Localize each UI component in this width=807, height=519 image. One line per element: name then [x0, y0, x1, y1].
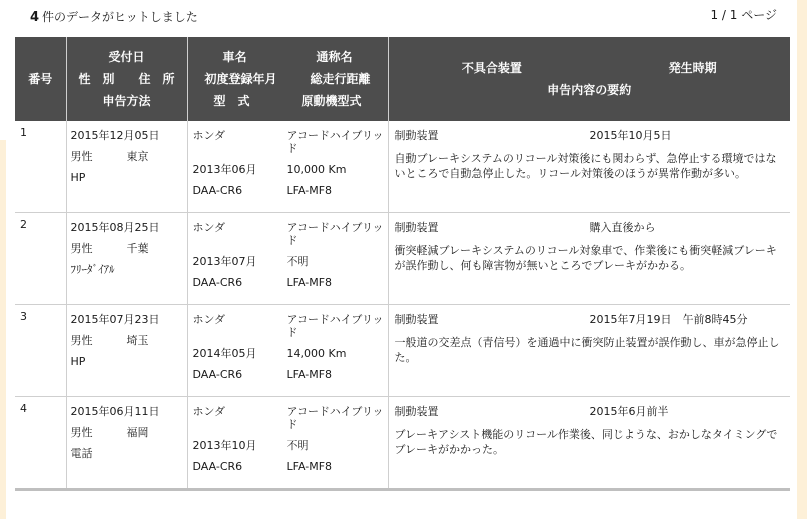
first-registration: 2014年05月 — [192, 347, 257, 360]
reporter-prefecture: 東京 — [126, 150, 149, 163]
report-summary: 一般道の交差点（青信号）を通過中に衝突防止装置が誤作動し、車が急停止した。 — [394, 336, 780, 364]
header-sex: 性 別 — [78, 72, 115, 86]
header-occurrence: 発生時期 — [668, 61, 717, 75]
mileage: 14,000 Km — [286, 347, 347, 360]
reporter-sex: 男性 — [70, 150, 93, 163]
received-date: 2015年07月23日 — [70, 313, 160, 326]
page-indicator: 1 / 1 ページ — [710, 8, 777, 22]
defect-device: 制動装置 — [394, 221, 439, 234]
header-summary: 申告内容の要約 — [547, 83, 632, 97]
row-number: 4 — [15, 397, 66, 490]
defect-device: 制動装置 — [394, 313, 439, 326]
row-number: 3 — [15, 305, 66, 397]
reporter-sex: 男性 — [70, 334, 93, 347]
defect-cell — [388, 305, 790, 397]
defect-cell — [388, 121, 790, 213]
reporter-cell — [66, 397, 187, 490]
header-received-date: 受付日 — [108, 50, 145, 64]
received-date: 2015年08月25日 — [70, 221, 160, 234]
engine-model: LFA-MF8 — [286, 276, 333, 289]
vehicle-cell — [187, 305, 388, 397]
first-registration: 2013年10月 — [192, 439, 257, 452]
first-registration: 2013年06月 — [192, 163, 257, 176]
reporter-prefecture: 福岡 — [126, 426, 149, 439]
first-registration: 2013年07月 — [192, 255, 257, 268]
vehicle-alias: アコードハイブリッド — [286, 129, 384, 155]
header-vehicle-name: 車名 — [222, 50, 247, 64]
defect-cell — [388, 397, 790, 490]
occurrence-time: 2015年10月5日 — [589, 129, 672, 142]
engine-model: LFA-MF8 — [286, 460, 333, 473]
reporter-sex: 男性 — [70, 426, 93, 439]
defect-device: 制動装置 — [394, 405, 439, 418]
vehicle-alias: アコードハイブリッド — [286, 313, 384, 339]
reporter-cell — [66, 121, 187, 213]
vehicle-alias: アコードハイブリッド — [286, 221, 384, 247]
report-method: HP — [70, 355, 86, 368]
received-date: 2015年12月05日 — [70, 129, 160, 142]
vehicle-alias: アコードハイブリッド — [286, 405, 384, 431]
header-number-label: 番号 — [28, 72, 53, 86]
row-number: 1 — [15, 121, 66, 213]
defect-device: 制動装置 — [394, 129, 439, 142]
mileage: 不明 — [286, 255, 309, 268]
header-engine-model: 原動機型式 — [301, 94, 362, 108]
right-page-margin — [797, 0, 807, 519]
report-summary: ブレーキアシスト機能のリコール作業後、同じような、おかしなタイミングでブレーキがかかった。 — [394, 428, 778, 456]
reporter-sex: 男性 — [70, 242, 93, 255]
header-first-registration: 初度登録年月 — [204, 72, 277, 86]
defect-cell — [388, 213, 790, 305]
table-row — [15, 397, 790, 490]
header-report-method: 申告方法 — [102, 94, 151, 108]
received-date: 2015年06月11日 — [70, 405, 160, 418]
header-alias: 通称名 — [316, 50, 353, 64]
vehicle-maker: ホンダ — [192, 129, 226, 142]
table-row — [15, 305, 790, 397]
vehicle-model: DAA-CR6 — [192, 368, 243, 381]
occurrence-time: 2015年6月前半 — [589, 405, 669, 418]
reporter-cell — [66, 213, 187, 305]
vehicle-cell — [187, 121, 388, 213]
vehicle-cell — [187, 397, 388, 490]
report-method: HP — [70, 171, 86, 184]
reporter-prefecture: 千葉 — [126, 242, 149, 255]
header-vehicle — [187, 37, 388, 121]
header-defect-device: 不具合装置 — [461, 61, 522, 75]
header-model: 型 式 — [213, 94, 250, 108]
hit-count-text — [30, 8, 198, 25]
row-number: 2 — [15, 213, 66, 305]
report-summary: 衝突軽減ブレーキシステムのリコール対象車で、作業後にも衝突軽減ブレーキが誤作動し、何も障害物が無いところでブレーキがかかる。 — [394, 244, 777, 272]
results-table — [15, 37, 790, 491]
hit-label: 件のデータがヒットしました — [42, 10, 198, 24]
engine-model: LFA-MF8 — [286, 368, 333, 381]
report-method: ﾌﾘｰﾀﾞｲｱﾙ — [70, 263, 115, 276]
vehicle-maker: ホンダ — [192, 313, 226, 326]
header-defect — [388, 37, 790, 121]
table-row — [15, 121, 790, 213]
hit-count: 4 — [30, 10, 40, 25]
reporter-prefecture: 埼玉 — [126, 334, 149, 347]
results-header — [0, 0, 797, 36]
vehicle-model: DAA-CR6 — [192, 184, 243, 197]
vehicle-maker: ホンダ — [192, 405, 226, 418]
mileage: 不明 — [286, 439, 309, 452]
occurrence-time: 2015年7月19日 午前8時45分 — [589, 313, 748, 326]
header-number — [15, 37, 66, 121]
vehicle-model: DAA-CR6 — [192, 276, 243, 289]
mileage: 10,000 Km — [286, 163, 347, 176]
report-summary: 自動ブレーキシステムのリコール対策後にも関わらず、急停止する環境ではないところで自動急停止した。リコール対策後のほうが異常作動が多い。 — [394, 152, 777, 180]
header-mileage: 総走行距離 — [310, 72, 371, 86]
occurrence-time: 購入直後から — [589, 221, 656, 234]
header-residence: 住 所 — [138, 72, 175, 86]
left-page-margin — [0, 140, 6, 519]
vehicle-maker: ホンダ — [192, 221, 226, 234]
table-header-row — [15, 37, 790, 121]
header-reporter — [66, 37, 187, 121]
table-row — [15, 213, 790, 305]
engine-model: LFA-MF8 — [286, 184, 333, 197]
vehicle-model: DAA-CR6 — [192, 460, 243, 473]
reporter-cell — [66, 305, 187, 397]
report-method: 電話 — [70, 447, 93, 460]
vehicle-cell — [187, 213, 388, 305]
